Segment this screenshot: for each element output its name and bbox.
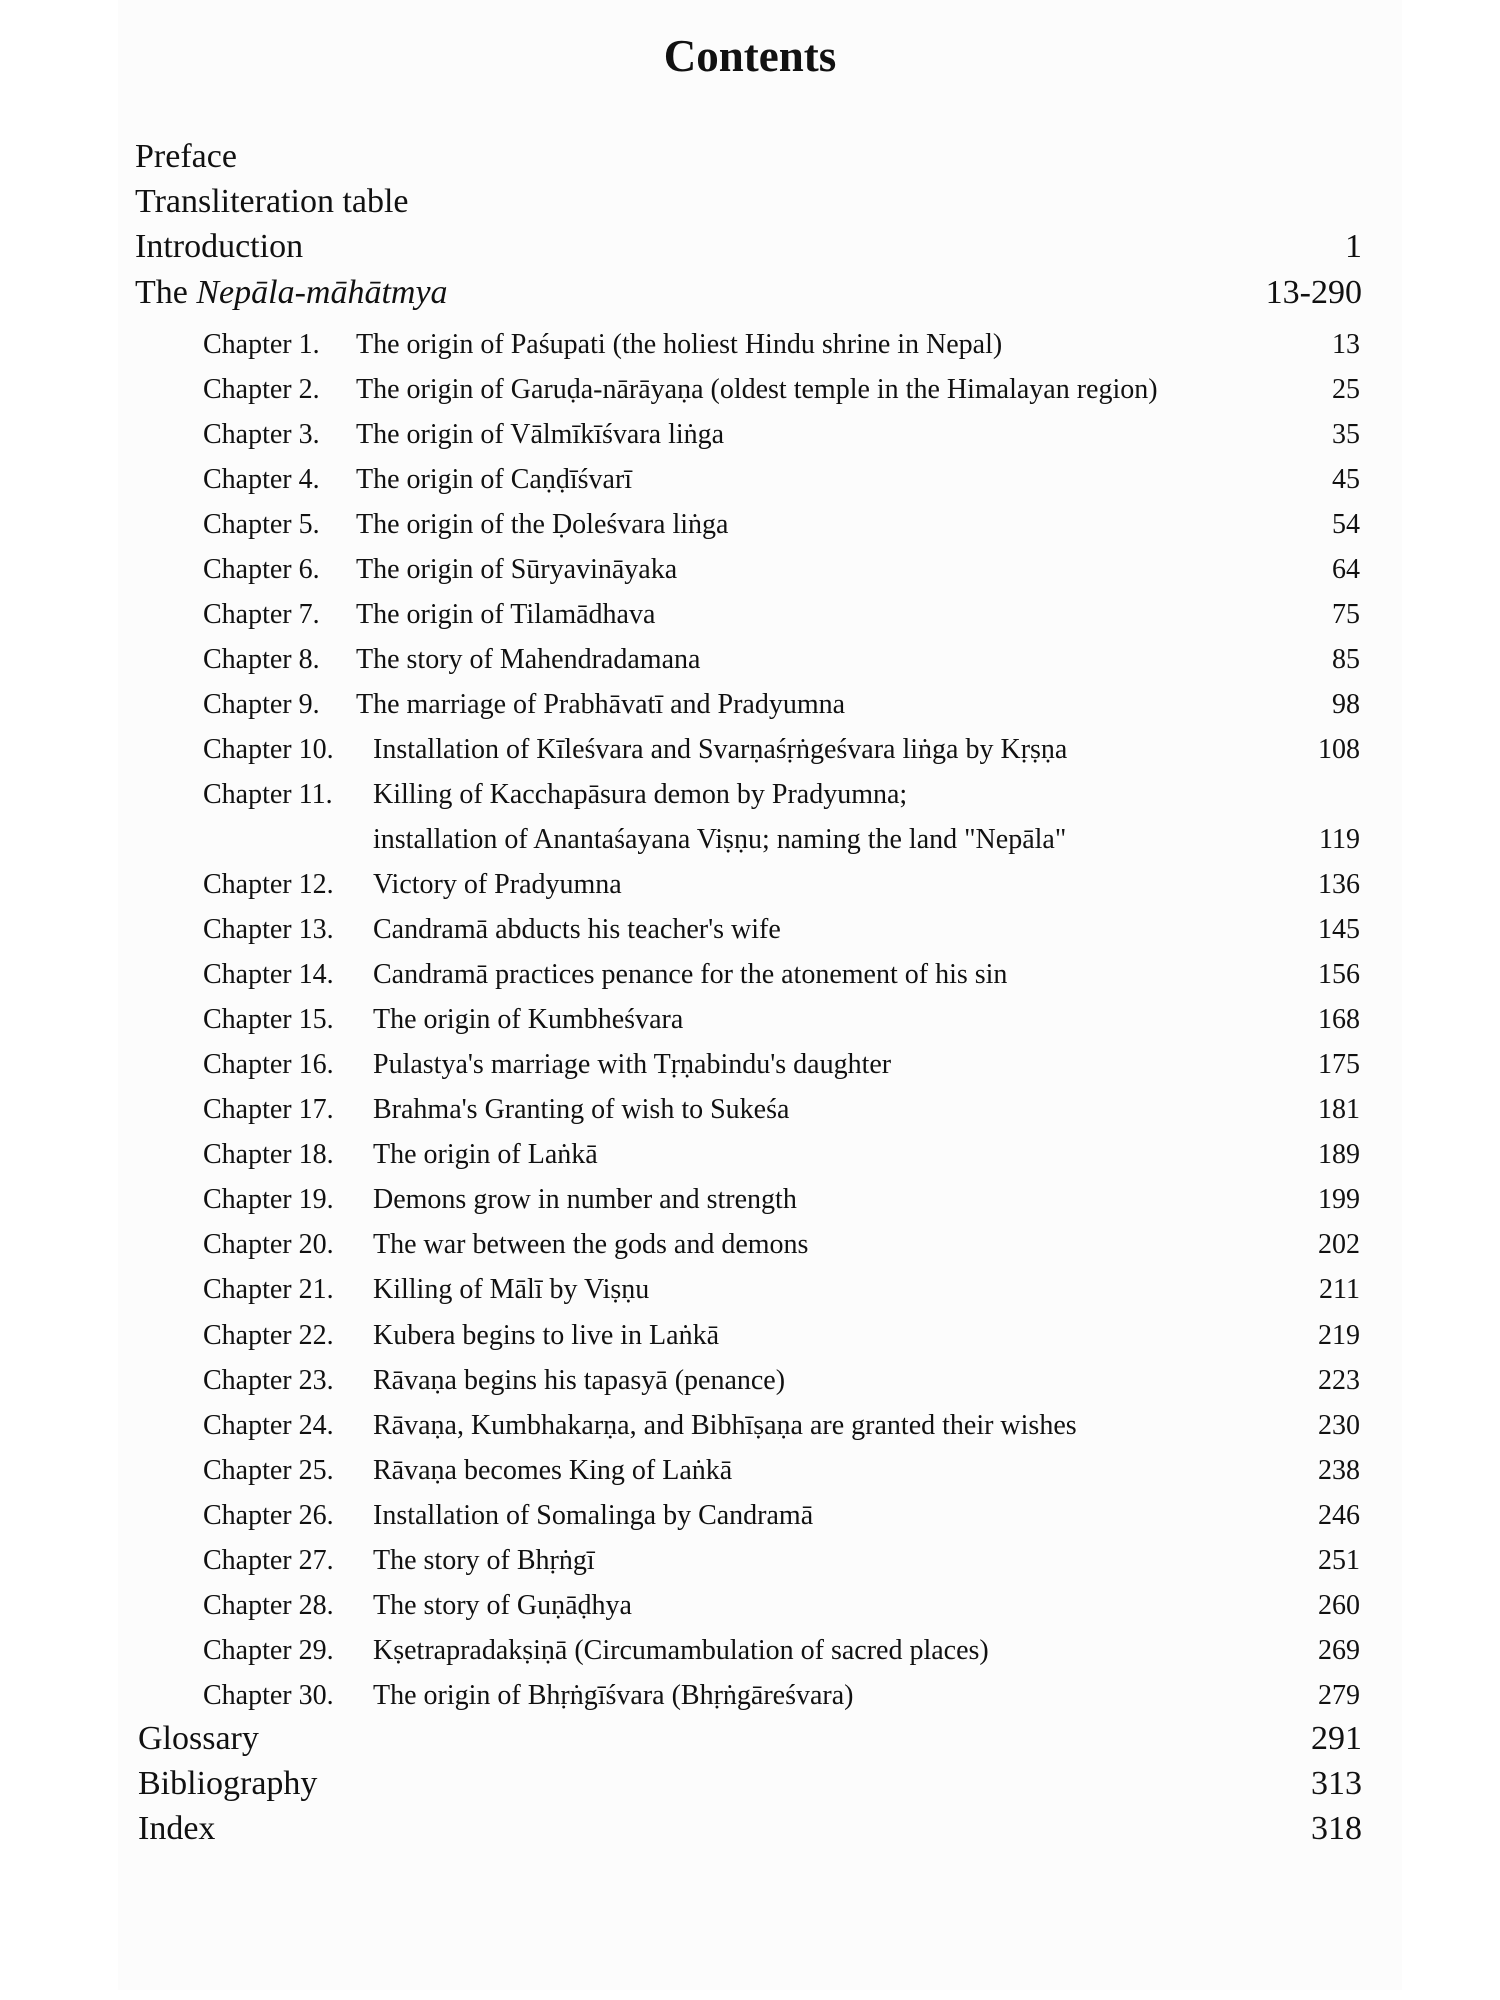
chapter-title[interactable]: Rāvaṇa becomes King of Laṅkā: [373, 1455, 733, 1486]
chapter-page: 75: [1332, 599, 1360, 630]
chapter-title[interactable]: Kṣetrapradakṣiṇā (Circumambulation of sacred places): [373, 1635, 989, 1666]
chapter-page: 35: [1332, 419, 1360, 450]
chapter-title[interactable]: Rāvaṇa, Kumbhakarṇa, and Bibhīṣaṇa are granted their wishes: [373, 1410, 1077, 1441]
chapter-title[interactable]: Kubera begins to live in Laṅkā: [373, 1320, 720, 1351]
chapter-number: Chapter 2.: [203, 374, 320, 405]
toc-entry-part[interactable]: [135, 274, 448, 312]
toc-entry-index[interactable]: Index: [138, 1810, 216, 1847]
chapter-number: Chapter 12.: [203, 869, 334, 900]
chapter-title[interactable]: The origin of Paśupati (the holiest Hindu shrine in Nepal): [356, 329, 1003, 360]
chapter-page: 223: [1318, 1365, 1360, 1396]
chapter-title[interactable]: Victory of Pradyumna: [373, 869, 622, 900]
chapter-title[interactable]: The origin of the Ḍoleśvara liṅga: [356, 509, 729, 540]
chapter-title[interactable]: Killing of Mālī by Viṣṇu: [373, 1274, 650, 1305]
chapter-page: 145: [1318, 914, 1360, 945]
toc-entry-preface[interactable]: Preface: [135, 138, 237, 175]
chapter-title[interactable]: The story of Bhṛṅgī: [373, 1545, 595, 1576]
chapter-page: 238: [1318, 1455, 1360, 1486]
chapter-number: Chapter 13.: [203, 914, 334, 945]
chapter-number: Chapter 17.: [203, 1094, 334, 1125]
chapter-title[interactable]: Demons grow in number and strength: [373, 1184, 797, 1215]
chapter-page: 45: [1332, 464, 1360, 495]
toc-entry-introduction[interactable]: Introduction: [135, 228, 304, 265]
chapter-number: Chapter 8.: [203, 644, 320, 675]
chapter-title[interactable]: The story of Guṇāḍhya: [373, 1590, 632, 1621]
chapter-number: Chapter 24.: [203, 1410, 334, 1441]
chapter-title[interactable]: Installation of Somalinga by Candramā: [373, 1500, 814, 1531]
chapter-number: Chapter 6.: [203, 554, 320, 585]
chapter-number: Chapter 29.: [203, 1635, 334, 1666]
chapter-number: Chapter 30.: [203, 1680, 334, 1711]
chapter-title-continued[interactable]: installation of Anantaśayana Viṣṇu; naming the land "Nepāla": [373, 824, 1067, 855]
chapter-title[interactable]: The origin of Kumbheśvara: [373, 1004, 684, 1035]
chapter-title[interactable]: The origin of Garuḍa-nārāyaṇa (oldest temple in the Himalayan region): [356, 374, 1158, 405]
toc-page-bibliography: 313: [1311, 1765, 1362, 1802]
chapter-page: 279: [1318, 1680, 1360, 1711]
chapter-page: 108: [1318, 734, 1360, 765]
part-prefix: The: [135, 274, 197, 311]
chapter-page: 251: [1318, 1545, 1360, 1576]
chapter-page: 230: [1318, 1410, 1360, 1441]
chapter-number: Chapter 26.: [203, 1500, 334, 1531]
chapter-page: 202: [1318, 1229, 1360, 1260]
chapter-title[interactable]: The origin of Tilamādhava: [356, 599, 656, 630]
toc-page-introduction: 1: [1345, 228, 1362, 265]
chapter-number: Chapter 5.: [203, 509, 320, 540]
chapter-title[interactable]: Installation of Kīleśvara and Svarṇaśṛṅgeśvara liṅga by Kṛṣṇa: [373, 734, 1068, 765]
chapter-number: Chapter 18.: [203, 1139, 334, 1170]
chapter-title[interactable]: The origin of Caṇḍīśvarī: [356, 464, 633, 495]
chapter-page: 54: [1332, 509, 1360, 540]
chapter-number: Chapter 14.: [203, 959, 334, 990]
chapter-number: Chapter 16.: [203, 1049, 334, 1080]
chapter-page: 260: [1318, 1590, 1360, 1621]
chapter-title[interactable]: The origin of Vālmīkīśvara liṅga: [356, 419, 725, 450]
chapter-title[interactable]: The origin of Laṅkā: [373, 1139, 598, 1170]
chapter-number: Chapter 7.: [203, 599, 320, 630]
chapter-page: 269: [1318, 1635, 1360, 1666]
chapter-title[interactable]: Brahma's Granting of wish to Sukeśa: [373, 1094, 790, 1125]
chapter-page: 156: [1318, 959, 1360, 990]
chapter-title[interactable]: Candramā practices penance for the atonement of his sin: [373, 959, 1008, 990]
chapter-number: Chapter 20.: [203, 1229, 334, 1260]
toc-entry-bibliography[interactable]: Bibliography: [138, 1765, 318, 1802]
chapter-page: 168: [1318, 1004, 1360, 1035]
chapter-title[interactable]: The war between the gods and demons: [373, 1229, 809, 1260]
chapter-page: 85: [1332, 644, 1360, 675]
chapter-page: 189: [1318, 1139, 1360, 1170]
chapter-number: Chapter 15.: [203, 1004, 334, 1035]
chapter-page: 181: [1318, 1094, 1360, 1125]
toc-page-glossary: 291: [1311, 1720, 1362, 1757]
chapter-page: 175: [1318, 1049, 1360, 1080]
chapter-number: Chapter 1.: [203, 329, 320, 360]
chapter-title[interactable]: The origin of Sūryavināyaka: [356, 554, 678, 585]
chapter-page: 246: [1318, 1500, 1360, 1531]
chapter-number: Chapter 23.: [203, 1365, 334, 1396]
chapter-page: 119: [1319, 824, 1360, 855]
chapter-title[interactable]: Candramā abducts his teacher's wife: [373, 914, 781, 945]
chapter-title[interactable]: The marriage of Prabhāvatī and Pradyumna: [356, 689, 846, 720]
chapter-page: 13: [1332, 329, 1360, 360]
toc-page-part: 13-290: [1265, 274, 1362, 311]
chapter-title[interactable]: The story of Mahendradamana: [356, 644, 701, 675]
chapter-number: Chapter 3.: [203, 419, 320, 450]
chapter-number: Chapter 27.: [203, 1545, 334, 1576]
chapter-page: 219: [1318, 1320, 1360, 1351]
toc-entry-glossary[interactable]: Glossary: [138, 1720, 259, 1757]
chapter-title[interactable]: Rāvaṇa begins his tapasyā (penance): [373, 1365, 786, 1396]
chapter-title[interactable]: Killing of Kacchapāsura demon by Pradyumna;: [373, 779, 908, 810]
chapter-number: Chapter 11.: [203, 779, 333, 810]
chapter-number: Chapter 21.: [203, 1274, 334, 1305]
chapter-title[interactable]: The origin of Bhṛṅgīśvara (Bhṛṅgāreśvara): [373, 1680, 854, 1711]
toc-page-index: 318: [1311, 1810, 1362, 1847]
chapter-page: 25: [1332, 374, 1360, 405]
chapter-title[interactable]: Pulastya's marriage with Tṛṇabindu's daughter: [373, 1049, 892, 1080]
toc-entry-transliteration[interactable]: Transliteration table: [135, 183, 409, 220]
chapter-number: Chapter 22.: [203, 1320, 334, 1351]
chapter-page: 64: [1332, 554, 1360, 585]
chapter-page: 136: [1318, 869, 1360, 900]
chapter-number: Chapter 25.: [203, 1455, 334, 1486]
chapter-number: Chapter 4.: [203, 464, 320, 495]
chapter-page: 98: [1332, 689, 1360, 720]
page-title: Contents: [663, 31, 837, 81]
chapter-page: 199: [1318, 1184, 1360, 1215]
chapter-number: Chapter 28.: [203, 1590, 334, 1621]
chapter-number: Chapter 10.: [203, 734, 334, 765]
chapter-page: 211: [1319, 1274, 1360, 1305]
part-title: Nepāla-māhātmya: [196, 274, 448, 311]
chapter-number: Chapter 9.: [203, 689, 320, 720]
chapter-number: Chapter 19.: [203, 1184, 334, 1215]
